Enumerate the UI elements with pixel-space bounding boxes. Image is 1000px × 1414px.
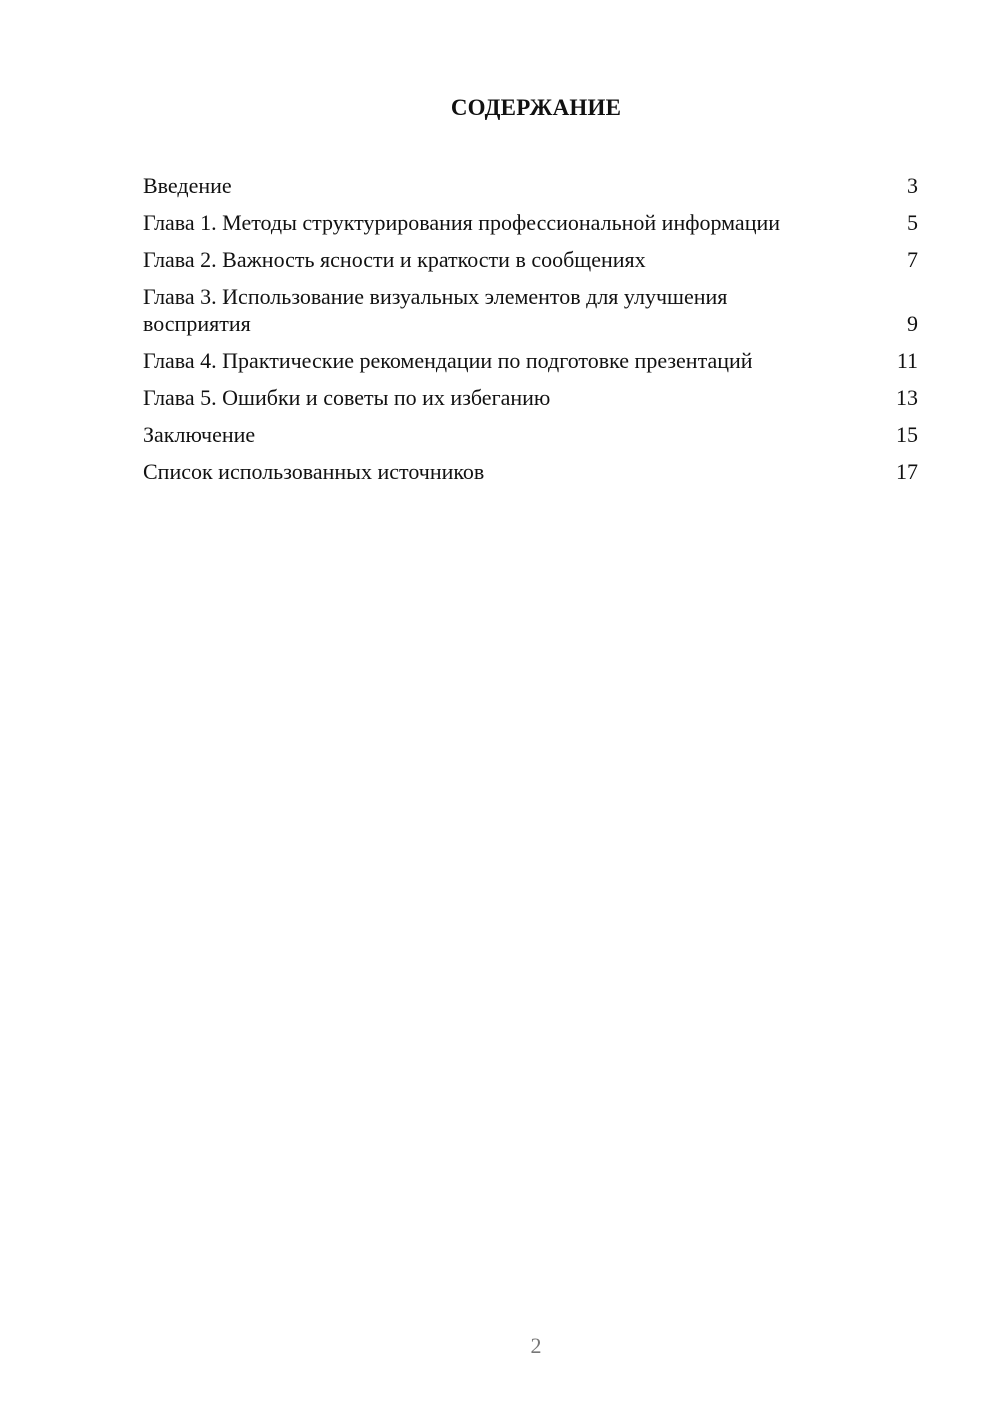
toc-entry-chapter-4[interactable] (143, 347, 918, 374)
toc-entry-chapter-5[interactable] (143, 384, 918, 411)
toc-entry-title: Глава 5. Ошибки и советы по их избеганию (143, 385, 551, 410)
toc-entry-page: 15 (896, 422, 918, 447)
toc-entry-title: Глава 2. Важность ясности и краткости в сообщениях (143, 247, 646, 272)
toc-entry-title: Глава 1. Методы структурирования профессиональной информации (143, 210, 781, 235)
toc-entry-chapter-2[interactable] (143, 246, 918, 273)
toc-entry-introduction[interactable] (143, 172, 918, 199)
toc-entry-title: Список использованных источников (143, 459, 485, 484)
toc-entry-page: 7 (907, 247, 918, 272)
page-number: 2 (530, 1333, 542, 1358)
toc-entry-title: Глава 4. Практические рекомендации по подготовке презентаций (143, 348, 753, 373)
toc-entry-chapter-1[interactable] (143, 209, 918, 236)
toc-entry-page: 11 (896, 348, 918, 373)
toc-entry-title: Введение (143, 173, 232, 198)
toc-entry-references[interactable] (143, 458, 918, 485)
toc-entry-chapter-3[interactable] (143, 283, 918, 337)
toc-entry-page: 9 (907, 311, 918, 336)
table-of-contents (143, 172, 918, 495)
toc-entry-page: 13 (896, 385, 918, 410)
page-title: СОДЕРЖАНИЕ (450, 95, 622, 120)
toc-entry-conclusion[interactable] (143, 421, 918, 448)
toc-entry-page: 3 (907, 173, 918, 198)
toc-entry-page: 5 (907, 210, 918, 235)
toc-entry-page: 17 (896, 459, 918, 484)
toc-entry-title: Глава 3. Использование визуальных элементов для улучшения восприятия (143, 284, 728, 336)
toc-entry-title: Заключение (143, 422, 256, 447)
